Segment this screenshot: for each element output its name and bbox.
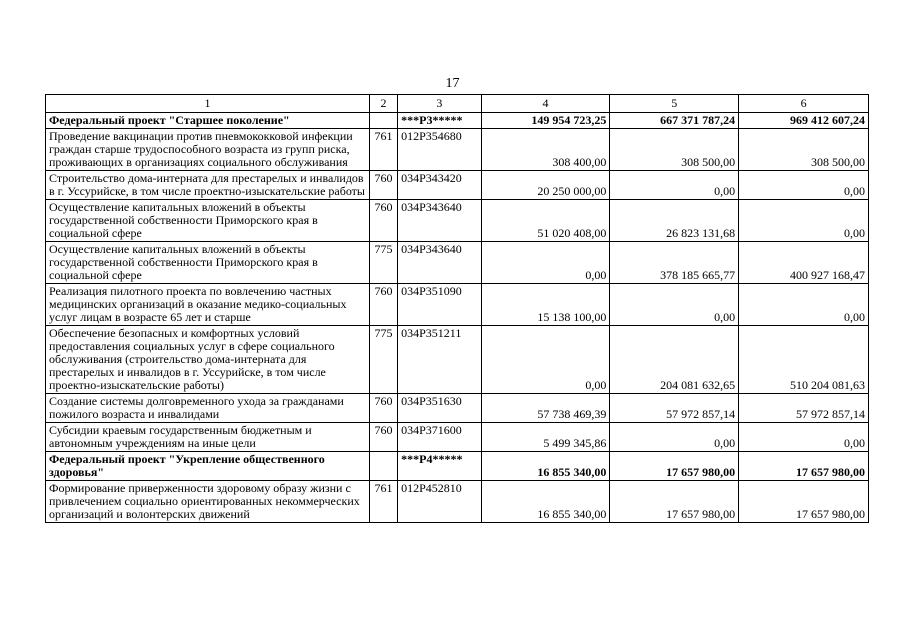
- csr-code-cell: ***P3*****: [398, 113, 482, 129]
- item-name-cell: Федеральный проект "Укрепление общественного здоровья": [46, 452, 370, 481]
- amount-year2-cell: 0,00: [610, 171, 739, 200]
- column-header: 1: [46, 95, 370, 113]
- amount-year2-cell: 57 972 857,14: [610, 394, 739, 423]
- column-header: 6: [739, 95, 869, 113]
- amount-year2-cell: 667 371 787,24: [610, 113, 739, 129]
- item-name-cell: Обеспечение безопасных и комфортных условий предоставления социальных услуг в сфере социального обслуживания (строительство дома-интерната для престарелых и инвалидов в г. Уссурийске, в том числе проектно-изыскательские работы): [46, 326, 370, 394]
- amount-year3-cell: 0,00: [739, 171, 869, 200]
- column-header: 5: [610, 95, 739, 113]
- amount-year3-cell: 57 972 857,14: [739, 394, 869, 423]
- amount-year1-cell: 57 738 469,39: [481, 394, 610, 423]
- grbs-code-cell: 775: [369, 242, 397, 284]
- item-name-cell: Субсидии краевым государственным бюджетным и автономным учреждениям на иные цели: [46, 423, 370, 452]
- amount-year1-cell: 16 855 340,00: [481, 481, 610, 523]
- amount-year3-cell: 0,00: [739, 200, 869, 242]
- page-number: 17: [445, 76, 460, 91]
- csr-code-cell: 034P351211: [398, 326, 482, 394]
- grbs-code-cell: [369, 452, 397, 481]
- column-header-row: [46, 95, 869, 113]
- grbs-code-cell: 760: [369, 200, 397, 242]
- amount-year2-cell: 204 081 632,65: [610, 326, 739, 394]
- table-row: [46, 129, 869, 171]
- grbs-code-cell: 760: [369, 284, 397, 326]
- amount-year1-cell: 16 855 340,00: [481, 452, 610, 481]
- budget-table: [45, 94, 869, 523]
- amount-year1-cell: 149 954 723,25: [481, 113, 610, 129]
- grbs-code-cell: 775: [369, 326, 397, 394]
- amount-year1-cell: 308 400,00: [481, 129, 610, 171]
- amount-year3-cell: 17 657 980,00: [739, 452, 869, 481]
- amount-year1-cell: 0,00: [481, 326, 610, 394]
- item-name-cell: Осуществление капитальных вложений в объекты государственной собственности Приморского края в социальной сфере: [46, 242, 370, 284]
- amount-year3-cell: 969 412 607,24: [739, 113, 869, 129]
- section-row: [46, 452, 869, 481]
- amount-year3-cell: 308 500,00: [739, 129, 869, 171]
- csr-code-cell: 034P351090: [398, 284, 482, 326]
- amount-year2-cell: 378 185 665,77: [610, 242, 739, 284]
- column-header: 3: [398, 95, 482, 113]
- grbs-code-cell: 761: [369, 481, 397, 523]
- table-row: [46, 284, 869, 326]
- amount-year2-cell: 26 823 131,68: [610, 200, 739, 242]
- item-name-cell: Строительство дома-интерната для престарелых и инвалидов в г. Уссурийске, в том числе проектно-изыскательские работы: [46, 171, 370, 200]
- csr-code-cell: 034P343640: [398, 242, 482, 284]
- table-row: [46, 481, 869, 523]
- table-row: [46, 423, 869, 452]
- csr-code-cell: 034P343640: [398, 200, 482, 242]
- amount-year1-cell: 15 138 100,00: [481, 284, 610, 326]
- table-row: [46, 326, 869, 394]
- table-row: [46, 171, 869, 200]
- amount-year3-cell: 400 927 168,47: [739, 242, 869, 284]
- amount-year3-cell: 0,00: [739, 423, 869, 452]
- column-header: 2: [369, 95, 397, 113]
- amount-year2-cell: 17 657 980,00: [610, 481, 739, 523]
- amount-year2-cell: 17 657 980,00: [610, 452, 739, 481]
- amount-year1-cell: 20 250 000,00: [481, 171, 610, 200]
- table-row: [46, 394, 869, 423]
- amount-year3-cell: 17 657 980,00: [739, 481, 869, 523]
- amount-year3-cell: 510 204 081,63: [739, 326, 869, 394]
- csr-code-cell: ***P4*****: [398, 452, 482, 481]
- section-row: [46, 113, 869, 129]
- grbs-code-cell: 761: [369, 129, 397, 171]
- amount-year1-cell: 0,00: [481, 242, 610, 284]
- csr-code-cell: 034P343420: [398, 171, 482, 200]
- item-name-cell: Формирование приверженности здоровому образу жизни с привлечением социально ориентированных некоммерческих организаций и волонтерских движений: [46, 481, 370, 523]
- csr-code-cell: 012P452810: [398, 481, 482, 523]
- table-row: [46, 200, 869, 242]
- amount-year2-cell: 0,00: [610, 284, 739, 326]
- amount-year1-cell: 5 499 345,86: [481, 423, 610, 452]
- item-name-cell: Федеральный проект "Старшее поколение": [46, 113, 370, 129]
- item-name-cell: Проведение вакцинации против пневмококковой инфекции граждан старше трудоспособного возраста из групп риска, проживающих в организациях социального обслуживания: [46, 129, 370, 171]
- grbs-code-cell: [369, 113, 397, 129]
- item-name-cell: Реализация пилотного проекта по вовлечению частных медицинских организаций в оказание медико-социальных услуг лицам в возрасте 65 лет и старше: [46, 284, 370, 326]
- column-header: 4: [481, 95, 610, 113]
- grbs-code-cell: 760: [369, 423, 397, 452]
- amount-year1-cell: 51 020 408,00: [481, 200, 610, 242]
- csr-code-cell: 034P351630: [398, 394, 482, 423]
- csr-code-cell: 034P371600: [398, 423, 482, 452]
- amount-year2-cell: 0,00: [610, 423, 739, 452]
- grbs-code-cell: 760: [369, 171, 397, 200]
- amount-year2-cell: 308 500,00: [610, 129, 739, 171]
- table-row: [46, 242, 869, 284]
- amount-year3-cell: 0,00: [739, 284, 869, 326]
- csr-code-cell: 012P354680: [398, 129, 482, 171]
- item-name-cell: Осуществление капитальных вложений в объекты государственной собственности Приморского края в социальной сфере: [46, 200, 370, 242]
- item-name-cell: Создание системы долговременного ухода за гражданами пожилого возраста и инвалидами: [46, 394, 370, 423]
- grbs-code-cell: 760: [369, 394, 397, 423]
